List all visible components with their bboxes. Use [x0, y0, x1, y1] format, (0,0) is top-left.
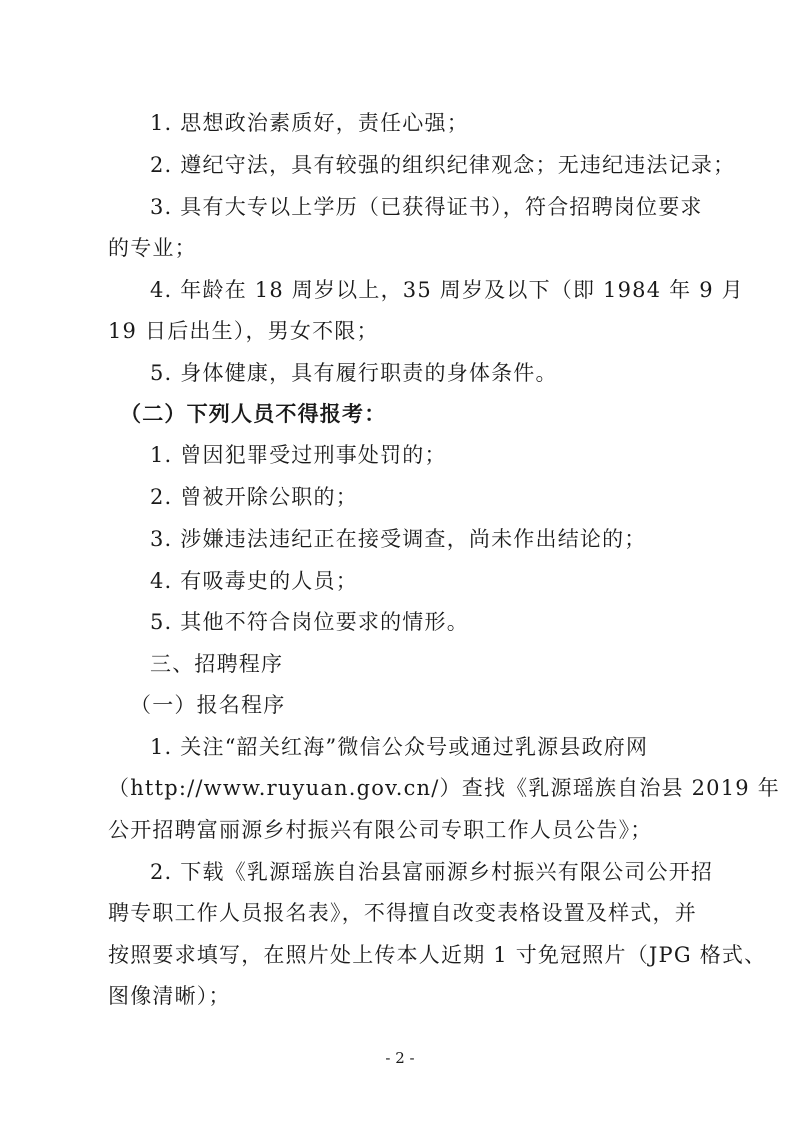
exclusion-2: 2. 曾被开除公职的； — [150, 485, 358, 509]
procedure-step-2-cont: 聘专职工作人员报名表》，不得擅自改变表格设置及样式，并 — [108, 901, 697, 925]
procedure-step-2-cont3: 图像清晰）； — [108, 984, 231, 1008]
procedure-step-2-cont2: 按照要求填写，在照片处上传本人近期 1 寸免冠照片（JPG 格式、 — [108, 943, 767, 967]
exclusion-5: 5. 其他不符合岗位要求的情形。 — [150, 610, 469, 634]
requirement-4: 4. 年龄在 18 周岁以上，35 周岁及以下（即 1984 年 9 月 — [150, 278, 744, 302]
exclusion-1: 1. 曾因犯罪受过刑事处罚的； — [150, 443, 447, 467]
section-heading-excluded: （二）下列人员不得报考： — [120, 402, 387, 426]
section-heading-procedure: 三、招聘程序 — [150, 652, 284, 676]
requirement-4-cont: 19 日后出生），男女不限； — [108, 319, 379, 343]
exclusion-4: 4. 有吸毒史的人员； — [150, 569, 358, 593]
page-number: - 2 - — [385, 1049, 415, 1067]
requirement-3-cont: 的专业； — [108, 236, 197, 260]
requirement-5: 5. 身体健康，具有履行职责的身体条件。 — [150, 361, 558, 385]
procedure-step-2: 2. 下载《乳源瑶族自治县富丽源乡村振兴有限公司公开招 — [150, 860, 714, 884]
procedure-step-1: 1. 关注“韶关红海”微信公众号或通过乳源县政府网 — [150, 735, 649, 759]
procedure-step-1-cont: （http://www.ruyuan.gov.cn/）查找《乳源瑶族自治县 2019 年 — [108, 776, 780, 800]
requirement-2: 2. 遵纪守法，具有较强的组织纪律观念；无违纪违法记录； — [150, 153, 736, 177]
subsection-heading-registration: （一）报名程序 — [130, 693, 286, 717]
requirement-1: 1. 思想政治素质好，责任心强； — [150, 111, 469, 135]
requirement-3: 3. 具有大专以上学历（已获得证书），符合招聘岗位要求 — [150, 195, 703, 219]
exclusion-3: 3. 涉嫌违法违纪正在接受调查，尚未作出结论的； — [150, 527, 647, 551]
procedure-step-1-cont2: 公开招聘富丽源乡村振兴有限公司专职工作人员公告》； — [108, 818, 653, 842]
